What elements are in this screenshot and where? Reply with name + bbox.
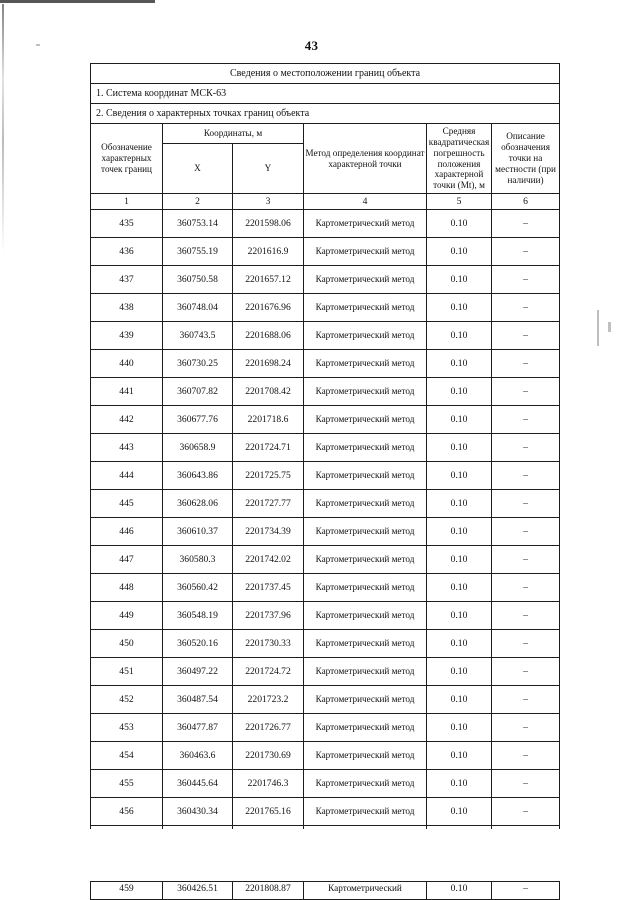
cell-point-designation: 451 (91, 658, 163, 686)
cell-mean-square-error: 0.10 (427, 882, 492, 900)
cell-coordinate-y: 2201708.42 (233, 378, 304, 406)
cell-point-designation: 455 (91, 770, 163, 798)
column-number-3: 3 (233, 194, 304, 210)
cell-mean-square-error: 0.10 (427, 602, 492, 630)
cell-mean-square-error: 0.10 (427, 210, 492, 238)
cell-mean-square-error: 0.10 (427, 434, 492, 462)
cell-description: – (492, 574, 560, 602)
cell-coordinate-y: 2201718.6 (233, 406, 304, 434)
header-point-designation: Обозначение характерных точек границ (91, 124, 163, 194)
cell-coordinate-x: 360487.54 (163, 686, 233, 714)
data-rows-container (91, 210, 560, 900)
column-number-1: 1 (91, 194, 163, 210)
table-body (91, 64, 560, 210)
cell-mean-square-error: 0.10 (427, 238, 492, 266)
cell-method: Картометрический метод (304, 630, 427, 658)
table-row (91, 882, 560, 900)
cell-coordinate-x: 360560.42 (163, 574, 233, 602)
cell-coordinate-x: 360426.51 (163, 882, 233, 900)
cell-point-designation: 452 (91, 686, 163, 714)
cell-method: Картометрический метод (304, 434, 427, 462)
cell-mean-square-error: 0.10 (427, 714, 492, 742)
cell-method: Картометрический метод (304, 798, 427, 826)
cell-mean-square-error: 0.10 (427, 294, 492, 322)
cell-mean-square-error: 0.10 (427, 406, 492, 434)
cell-method: Картометрический метод (304, 210, 427, 238)
cell-method: Картометрический метод (304, 518, 427, 546)
cell-mean-square-error: 0.10 (427, 742, 492, 770)
column-number-5: 5 (427, 194, 492, 210)
cell-coordinate-x: 360548.19 (163, 602, 233, 630)
header-coordinates: Координаты, м (163, 124, 304, 144)
cell-coordinate-x: 360520.16 (163, 630, 233, 658)
cell-method: Картометрический метод (304, 238, 427, 266)
cell-point-designation: 441 (91, 378, 163, 406)
cell-coordinate-y: 2201737.96 (233, 602, 304, 630)
cell-mean-square-error: 0.10 (427, 462, 492, 490)
cell-mean-square-error: 0.10 (427, 686, 492, 714)
cell-method: Картометрический метод (304, 574, 427, 602)
table-row (91, 294, 560, 322)
cell-coordinate-x: 360730.25 (163, 350, 233, 378)
cell-coordinate-x: 360658.9 (163, 434, 233, 462)
cell-point-designation: 445 (91, 490, 163, 518)
cell-method: Картометрический метод (304, 546, 427, 574)
cell-coordinate-y: 2201616.9 (233, 238, 304, 266)
cell-mean-square-error: 0.10 (427, 574, 492, 602)
section-1-row (91, 84, 560, 104)
cell-description: – (492, 518, 560, 546)
cell-description: – (492, 546, 560, 574)
column-number-4: 4 (304, 194, 427, 210)
cell-method: Картометрический метод (304, 490, 427, 518)
section-characteristic-points: 2. Сведения о характерных точках границ объекта (91, 104, 560, 124)
cell-method: Картометрический метод (304, 602, 427, 630)
cell-point-designation: 437 (91, 266, 163, 294)
page-bottom-clip (0, 829, 623, 881)
cell-point-designation: 439 (91, 322, 163, 350)
cell-description: – (492, 658, 560, 686)
cell-method: Картометрический метод (304, 714, 427, 742)
cell-point-designation: 443 (91, 434, 163, 462)
cell-mean-square-error: 0.10 (427, 266, 492, 294)
cell-description: – (492, 462, 560, 490)
cell-description: – (492, 686, 560, 714)
cell-mean-square-error: 0.10 (427, 490, 492, 518)
cell-coordinate-x: 360580.3 (163, 546, 233, 574)
cell-point-designation: 453 (91, 714, 163, 742)
table-row (91, 658, 560, 686)
cell-coordinate-x: 360628.06 (163, 490, 233, 518)
cell-coordinate-y: 2201723.2 (233, 686, 304, 714)
header-method: Метод определения координат характерной точки (304, 124, 427, 194)
cell-coordinate-y: 2201746.3 (233, 770, 304, 798)
table-row (91, 518, 560, 546)
cell-description: – (492, 770, 560, 798)
cell-coordinate-y: 2201724.72 (233, 658, 304, 686)
cell-description: – (492, 294, 560, 322)
cell-description: – (492, 490, 560, 518)
cell-coordinate-x: 360463.6 (163, 742, 233, 770)
document-title: Сведения о местоположении границ объекта (91, 64, 560, 84)
table-row (91, 798, 560, 826)
cell-coordinate-y: 2201730.33 (233, 630, 304, 658)
table-row (91, 266, 560, 294)
document-sheet (90, 63, 559, 900)
cell-description: – (492, 322, 560, 350)
cell-coordinate-x: 360707.82 (163, 378, 233, 406)
page-number: 43 (304, 38, 319, 53)
header-y: Y (233, 144, 304, 194)
boundary-points-table (90, 63, 560, 900)
table-row (91, 602, 560, 630)
cell-description: – (492, 210, 560, 238)
cell-mean-square-error: 0.10 (427, 322, 492, 350)
cell-method: Картометрический метод (304, 266, 427, 294)
cell-coordinate-y: 2201730.69 (233, 742, 304, 770)
cell-description: – (492, 406, 560, 434)
cell-mean-square-error: 0.10 (427, 518, 492, 546)
table-row (91, 238, 560, 266)
table-row (91, 378, 560, 406)
cell-mean-square-error: 0.10 (427, 378, 492, 406)
cell-point-designation: 444 (91, 462, 163, 490)
cell-point-designation: 449 (91, 602, 163, 630)
cell-point-designation: 454 (91, 742, 163, 770)
cell-coordinate-y: 2201676.96 (233, 294, 304, 322)
cell-coordinate-x: 360477.87 (163, 714, 233, 742)
table-row (91, 630, 560, 658)
document-title-row (91, 64, 560, 84)
cell-point-designation: 447 (91, 546, 163, 574)
header-row-top (91, 124, 560, 144)
cell-mean-square-error: 0.10 (427, 350, 492, 378)
table-row (91, 686, 560, 714)
cell-point-designation: 435 (91, 210, 163, 238)
section-2-row (91, 104, 560, 124)
table-row (91, 546, 560, 574)
table-row (91, 714, 560, 742)
cell-method: Картометрический метод (304, 686, 427, 714)
column-number-6: 6 (492, 194, 560, 210)
header-description: Описание обозначения точки на местности (при наличии) (492, 124, 560, 194)
cell-coordinate-x: 360643.86 (163, 462, 233, 490)
cell-coordinate-y: 2201724.71 (233, 434, 304, 462)
cell-mean-square-error: 0.10 (427, 658, 492, 686)
cell-coordinate-y: 2201688.06 (233, 322, 304, 350)
cell-point-designation: 456 (91, 798, 163, 826)
cell-coordinate-y: 2201808.87 (233, 882, 304, 900)
cell-method: Картометрический метод (304, 322, 427, 350)
cell-coordinate-x: 360445.64 (163, 770, 233, 798)
cell-method: Картометрический метод (304, 658, 427, 686)
cell-coordinate-x: 360750.58 (163, 266, 233, 294)
table-row (91, 574, 560, 602)
cell-description: – (492, 350, 560, 378)
cell-coordinate-y: 2201726.77 (233, 714, 304, 742)
cell-point-designation: 442 (91, 406, 163, 434)
cell-point-designation: 450 (91, 630, 163, 658)
cell-method: Картометрический метод (304, 294, 427, 322)
cell-coordinate-x: 360748.04 (163, 294, 233, 322)
column-number-row (91, 194, 560, 210)
cell-coordinate-y: 2201742.02 (233, 546, 304, 574)
cell-point-designation: 459 (91, 882, 163, 900)
cell-point-designation: 448 (91, 574, 163, 602)
cell-coordinate-x: 360677.76 (163, 406, 233, 434)
cell-description: – (492, 378, 560, 406)
cell-coordinate-y: 2201727.77 (233, 490, 304, 518)
table-row (91, 490, 560, 518)
cell-mean-square-error: 0.10 (427, 546, 492, 574)
header-x: X (163, 144, 233, 194)
cell-mean-square-error: 0.10 (427, 798, 492, 826)
cell-method: Картометрический метод (304, 350, 427, 378)
header-mean-square-error: Средняя квадратическая погрешность положения характерной точки (Мt), м (427, 124, 492, 194)
cell-coordinate-y: 2201725.75 (233, 462, 304, 490)
cell-coordinate-x: 360430.34 (163, 798, 233, 826)
cell-coordinate-x: 360755.19 (163, 238, 233, 266)
cell-coordinate-x: 360753.14 (163, 210, 233, 238)
cell-coordinate-x: 360497.22 (163, 658, 233, 686)
cell-coordinate-y: 2201657.12 (233, 266, 304, 294)
section-coordinate-system: 1. Система координат МСК-63 (91, 84, 560, 104)
table-row (91, 434, 560, 462)
cell-method: Картометрический метод (304, 462, 427, 490)
cell-description: – (492, 714, 560, 742)
table-row (91, 770, 560, 798)
cell-point-designation: 446 (91, 518, 163, 546)
cell-mean-square-error: 0.10 (427, 770, 492, 798)
cell-method: Картометрический метод (304, 378, 427, 406)
scan-artifact-top (0, 0, 155, 3)
table-row (91, 406, 560, 434)
cell-description: – (492, 742, 560, 770)
cell-coordinate-x: 360610.37 (163, 518, 233, 546)
scan-speck (608, 322, 611, 332)
table-row (91, 742, 560, 770)
cell-coordinate-x: 360743.5 (163, 322, 233, 350)
cell-mean-square-error: 0.10 (427, 630, 492, 658)
cell-method: Картометрический (304, 882, 427, 900)
cell-description: – (492, 434, 560, 462)
cell-description: – (492, 798, 560, 826)
cell-method: Картометрический метод (304, 406, 427, 434)
cell-description: – (492, 882, 560, 900)
scan-artifact-right-margin (597, 310, 599, 346)
cell-coordinate-y: 2201698.24 (233, 350, 304, 378)
table-row (91, 350, 560, 378)
cell-coordinate-y: 2201765.16 (233, 798, 304, 826)
column-number-2: 2 (163, 194, 233, 210)
cell-coordinate-y: 2201737.45 (233, 574, 304, 602)
table-row (91, 210, 560, 238)
table-row (91, 462, 560, 490)
cell-description: – (492, 238, 560, 266)
cell-coordinate-y: 2201598.06 (233, 210, 304, 238)
cell-point-designation: 436 (91, 238, 163, 266)
cell-description: – (492, 602, 560, 630)
cell-coordinate-y: 2201734.39 (233, 518, 304, 546)
cell-description: – (492, 630, 560, 658)
table-row (91, 322, 560, 350)
cell-point-designation: 440 (91, 350, 163, 378)
cell-method: Картометрический метод (304, 770, 427, 798)
cell-point-designation: 438 (91, 294, 163, 322)
cell-description: – (492, 266, 560, 294)
cell-method: Картометрический метод (304, 742, 427, 770)
